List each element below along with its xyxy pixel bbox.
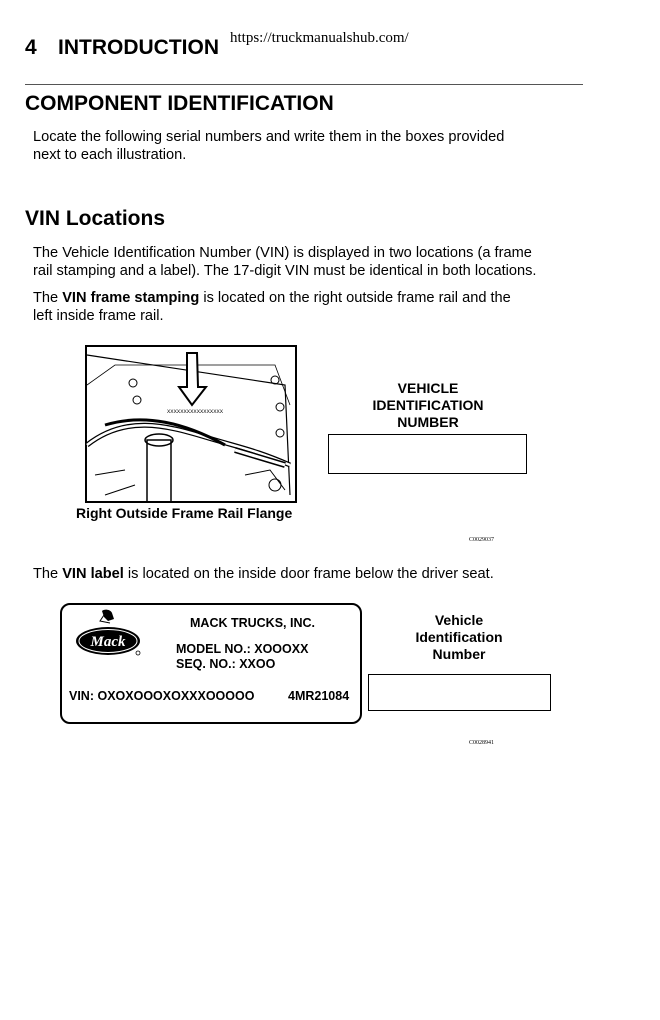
vin-label-illustration bbox=[60, 603, 362, 724]
label-company: MACK TRUCKS, INC. bbox=[190, 616, 315, 630]
vin-box-title-2-line-3: Number bbox=[432, 646, 486, 662]
vin-para1-line-2: rail stamping and a label). The 17-digit VIN must be identical in both locations. bbox=[33, 263, 537, 279]
vin-box-title-2-line-2: Identification bbox=[415, 629, 503, 645]
vin-box-title-1-line-1: VEHICLE bbox=[397, 380, 459, 396]
vin-box-title-1-line-2: IDENTIFICATION bbox=[372, 397, 484, 413]
vin-locations-heading: VIN Locations bbox=[25, 207, 166, 230]
vin-para2-pre: The bbox=[33, 290, 63, 306]
vin-para2-post: is located on the right outside frame rail and the bbox=[199, 290, 511, 306]
watermark-url: https://truckmanualshub.com/ bbox=[230, 30, 409, 46]
label-seq: SEQ. NO.: XXOO bbox=[176, 657, 276, 671]
vin-para2-line-2: left inside frame rail. bbox=[33, 308, 164, 324]
vin-para1-line-1: The Vehicle Identification Number (VIN) is displayed in two locations (a frame bbox=[33, 245, 532, 261]
label-vin: VIN: OXOXOOOXOXXXOOOOO bbox=[69, 689, 255, 703]
label-code: 4MR21084 bbox=[288, 689, 350, 703]
vin-para3-post: is located on the inside door frame below the driver seat. bbox=[123, 566, 494, 582]
mack-logo bbox=[74, 609, 144, 659]
vin-box-title-1 bbox=[328, 380, 528, 431]
intro-line-1: Locate the following serial numbers and write them in the boxes provided bbox=[33, 129, 505, 145]
vin-stamp-text: XXXXXXXXXXXXXXXXX bbox=[167, 408, 224, 415]
figure-code-1: C0029037 bbox=[469, 537, 495, 543]
vin-frame-stamping-term: VIN frame stamping bbox=[62, 290, 200, 306]
vin-label-term: VIN label bbox=[62, 566, 124, 582]
intro-paragraph bbox=[33, 128, 593, 164]
vin-box-title-2 bbox=[368, 612, 550, 663]
section-title: INTRODUCTION bbox=[58, 36, 219, 59]
vin-write-box-1[interactable] bbox=[328, 434, 527, 474]
mack-logo-text: Mack bbox=[90, 634, 126, 650]
vin-write-box-2[interactable] bbox=[368, 674, 551, 711]
intro-line-2: next to each illustration. bbox=[33, 147, 187, 163]
vin-box-title-2-line-1: Vehicle bbox=[434, 612, 484, 628]
header-rule bbox=[25, 84, 583, 85]
frame-rail-caption: Right Outside Frame Rail Flange bbox=[76, 505, 293, 521]
page-number: 4 bbox=[25, 36, 37, 59]
component-identification-heading: COMPONENT IDENTIFICATION bbox=[25, 92, 334, 115]
vin-paragraph-1 bbox=[33, 244, 593, 280]
label-model: MODEL NO.: XOOOXX bbox=[176, 642, 309, 656]
vin-box-title-1-line-3: NUMBER bbox=[397, 414, 459, 430]
vin-para3-pre: The bbox=[33, 566, 63, 582]
frame-rail-illustration bbox=[85, 345, 297, 503]
vin-paragraph-2 bbox=[33, 289, 593, 325]
figure-code-2: C0028941 bbox=[469, 740, 495, 746]
vin-paragraph-3 bbox=[33, 565, 593, 583]
